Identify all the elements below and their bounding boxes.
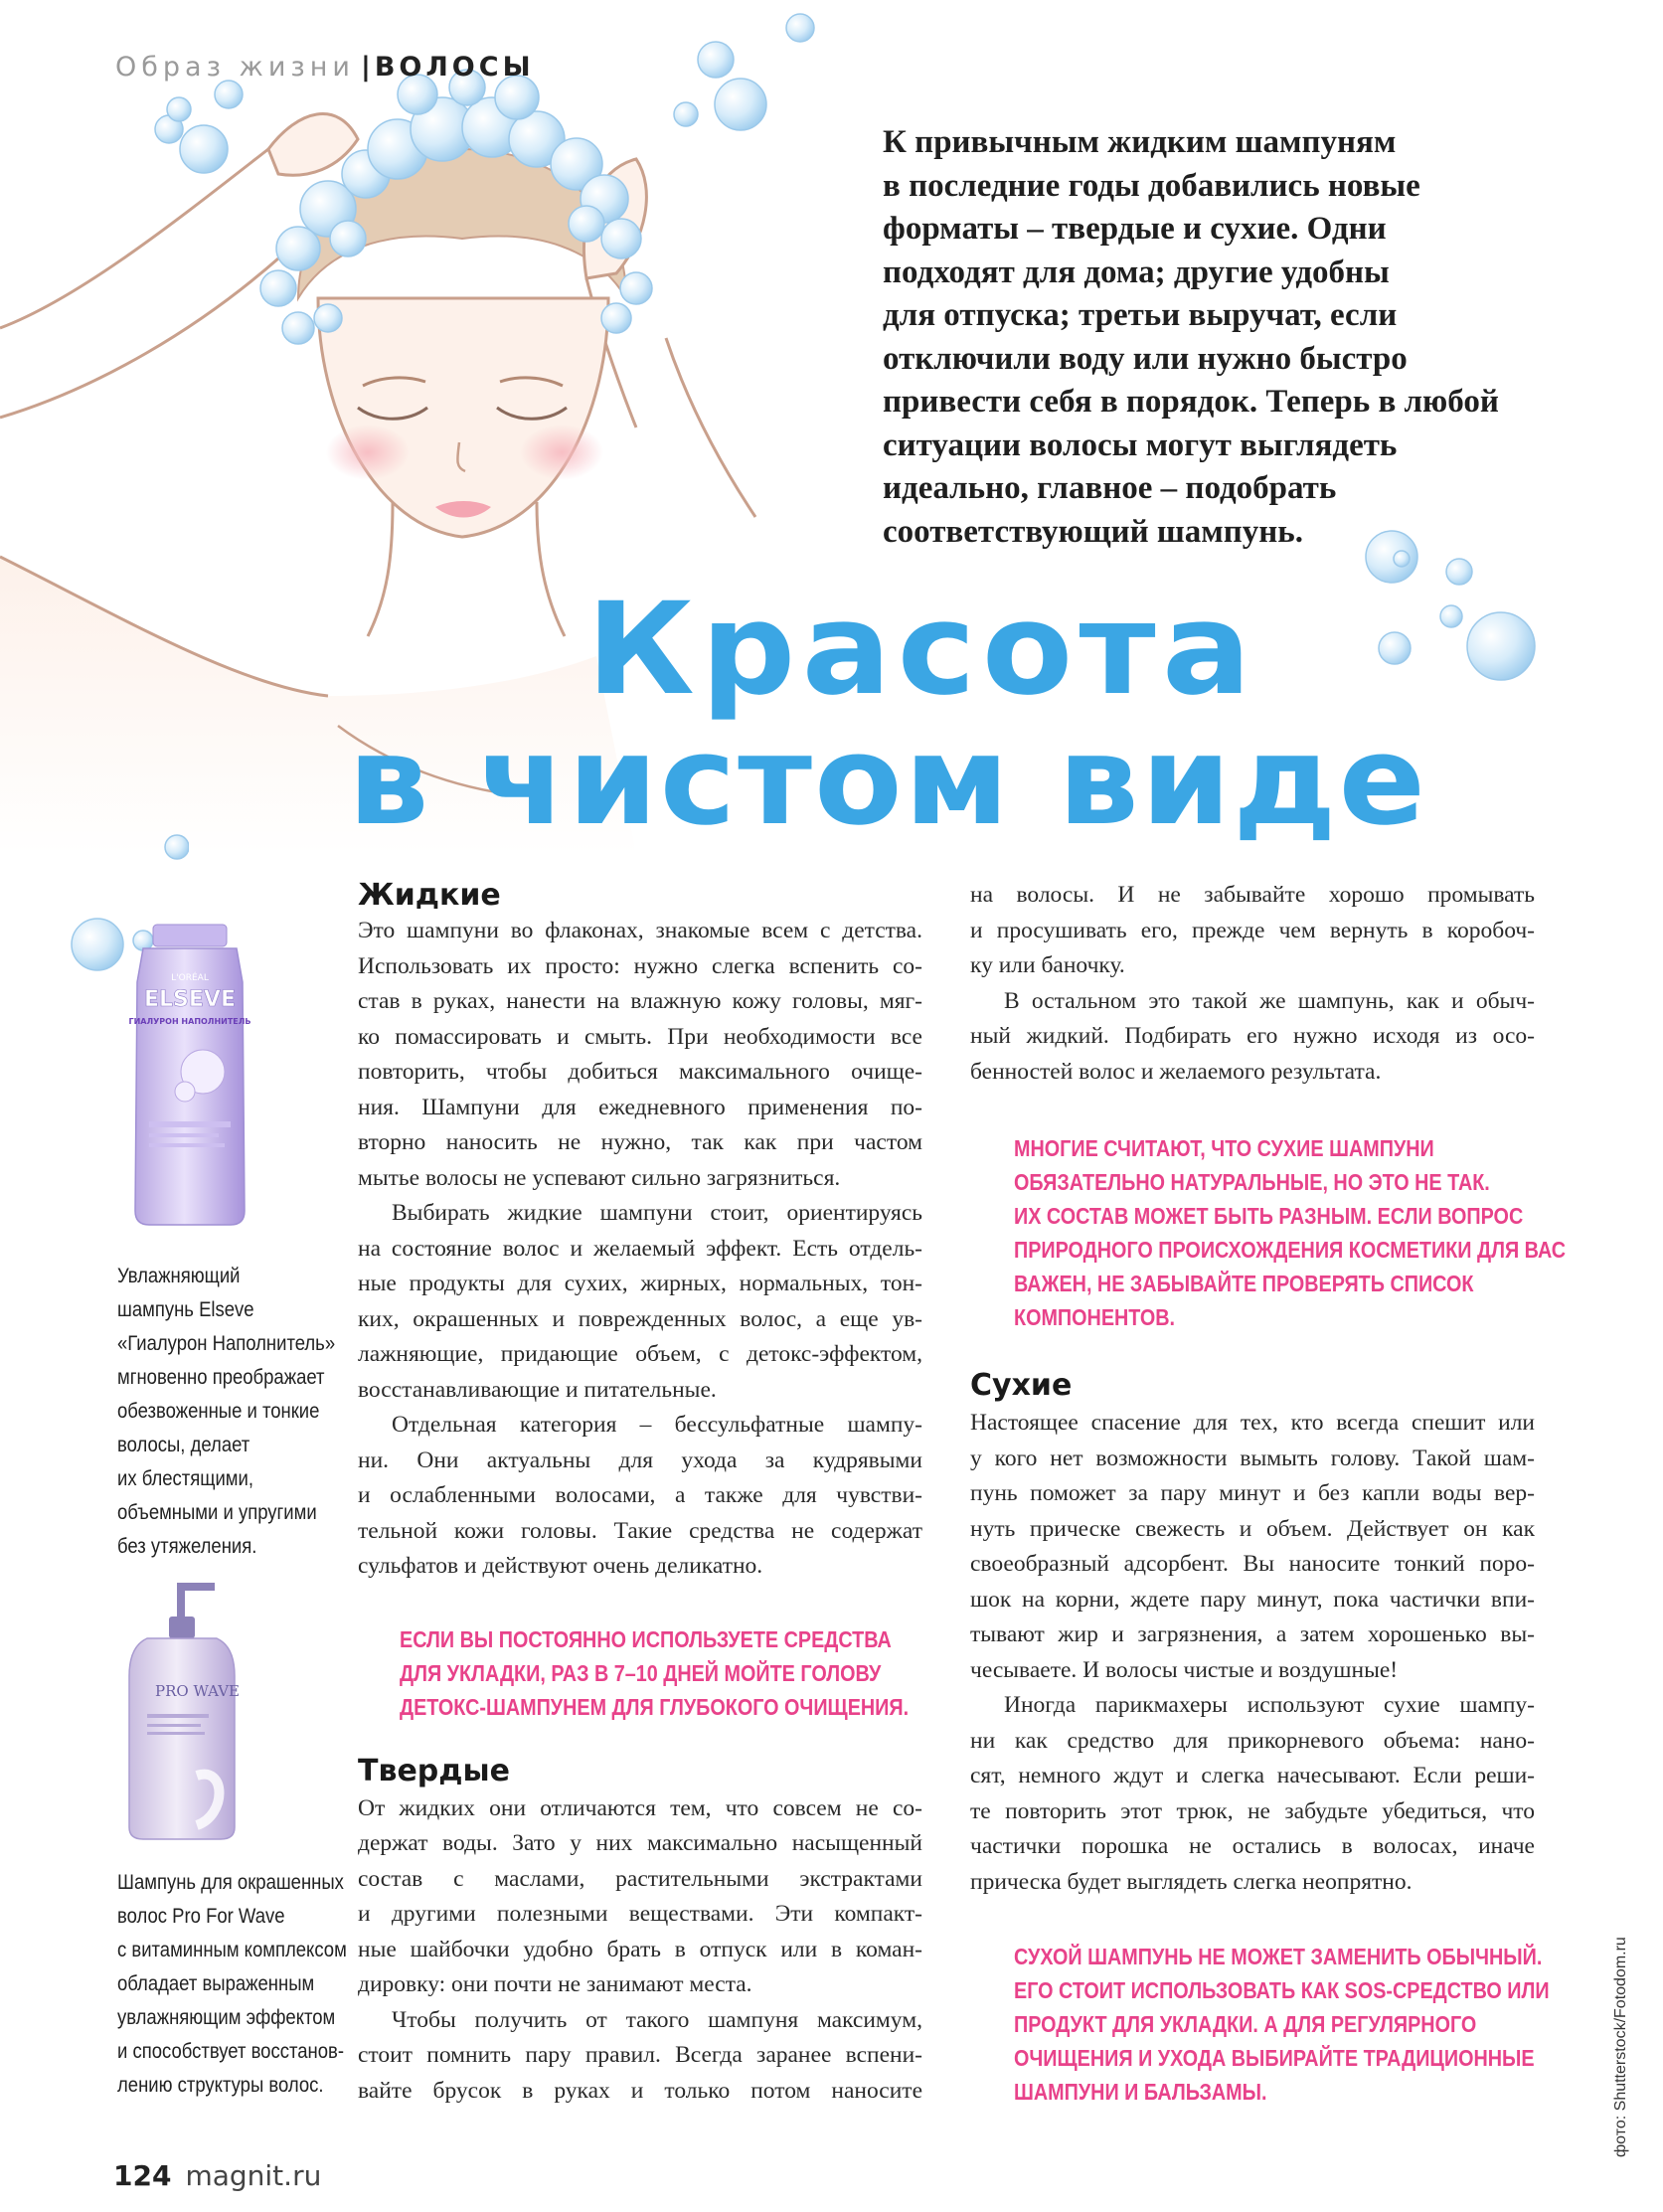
lead-line: ситуации волосы могут выглядеть bbox=[883, 426, 1398, 463]
lead-line: форматы – твердые и сухие. Одни bbox=[883, 211, 1387, 247]
paragraph: Иногда парикмахеры используют сухие шампу- ни как средство для прикорневого объема: нано- сят, немного ждут и слегка начесывают. Если реши- те повторить этот трюк, не забудьте убедиться, что частички порошка не остались в волосах, иначе прическа будет выглядеть слегка неопрятно. bbox=[970, 1692, 1535, 1895]
header-separator: | bbox=[360, 52, 371, 83]
tip-solid: МНОГИЕ СЧИТАЮТ, ЧТО СУХИЕ ШАМПУНИ ОБЯЗАТЕЛЬНО НАТУРАЛЬНЫЕ, НО ЭТО НЕ ТАК. ИХ СОСТАВ МОЖЕТ БЫТЬ РАЗНЫМ. ЕСЛИ ВОПРОС ПРИРОДНОГО ПРОИСХОЖДЕНИЯ КОСМЕТИКИ ДЛЯ ВАС ВАЖЕН, НЕ ЗАБЫВАЙТЕ ПРОВЕРЯТЬ СПИСОК КОМПОНЕНТОВ. bbox=[1014, 1135, 1567, 1330]
heading-dry: Сухие bbox=[970, 1368, 1073, 1403]
lead-line: соответствующий шампунь. bbox=[883, 513, 1303, 550]
page-footer bbox=[113, 2159, 321, 2192]
paragraph: Отдельная категория – бессульфатные шампу- ни. Они актуальны для ухода за кудрявыми и ослабленными волосами, а также для чувстви- тельной кожи головы. Такие средства не содержат сульфатов и действуют очень деликатно. bbox=[358, 1412, 922, 1579]
column-left bbox=[358, 878, 922, 2109]
bottle-line: ГИАЛУРОН НАПОЛНИТЕЛЬ bbox=[128, 1017, 251, 1026]
heading-solid: Твердые bbox=[358, 1753, 510, 1788]
paragraph: В остальном это такой же шампунь, как и обыч- ный жидкий. Подбирать его нужно исходя из осо- бенностей волос и желаемого результата. bbox=[970, 987, 1535, 1085]
paragraph: Чтобы получить от такого шампуня максимум, стоит помнить пару правил. Всегда заранее вспени- вайте брусок в руках и только потом наносите bbox=[358, 2006, 922, 2104]
title-line-2: в чистом виде bbox=[348, 710, 1428, 853]
tip-dry: СУХОЙ ШАМПУНЬ НЕ МОЖЕТ ЗАМЕНИТЬ ОБЫЧНЫЙ. ЕГО СТОИТ ИСПОЛЬЗОВАТЬ КАК SOS-СРЕДСТВО ИЛИ ПРОДУКТ ДЛЯ УКЛАДКИ. А ДЛЯ РЕГУЛЯРНОГО ОЧИЩЕНИЯ И УХОДА ВЫБИРАЙТЕ ТРАДИЦИОННЫЕ ШАМПУНИ И БАЛЬЗАМЫ. bbox=[1014, 1944, 1550, 2105]
paragraph: Это шампуни во флаконах, знакомые всем с детства. Использовать их просто: нужно слегка вспенить со- став в руках, нанести на влажную кожу головы, мяг- ко помассировать и смыть. При необходимости все повторить, чтобы добиться максимального очище- ния. Шампуни для ежедневного применения по- вторно наносить не нужно, так как при частом мытье волосы не успевают сильно загрязниться. bbox=[358, 918, 922, 1191]
proforwave-shampoo-bottle-image bbox=[117, 1577, 247, 1845]
page-number: 124 bbox=[113, 2159, 172, 2192]
elseve-shampoo-bottle-image bbox=[125, 923, 254, 1231]
caption-proforwave: Шампунь для окрашенных волос Pro For Wave с витаминным комплексом обладает выраженным увлажняющим эффектом и способствует восстанов- лению структуры волос. bbox=[117, 1870, 347, 2097]
lead-line: в последние годы добавились новые bbox=[883, 167, 1420, 204]
section-header bbox=[115, 52, 535, 83]
paragraph: на волосы. И не забывайте хорошо промывать и просушивать его, прежде чем вернуть в коробоч- ку или баночку. bbox=[970, 882, 1535, 978]
column-right bbox=[970, 878, 1567, 2109]
caption-elseve: Увлажняющий шампунь Elseve «Гиалурон Наполнитель» мгновенно преображает обезвоженные и тонкие волосы, делает их блестящими, объемными и упругими без утяжеления. bbox=[117, 1264, 336, 1558]
lead-line: отключили воду или нужно быстро bbox=[883, 340, 1408, 377]
lead-line: для отпуска; третьи выручат, если bbox=[883, 297, 1398, 333]
lead-line: подходят для дома; другие удобны bbox=[883, 254, 1390, 290]
paragraph: Настоящее спасение для тех, кто всегда спешит или у кого нет возможности вымыть голову. Такой шам- пунь поможет за пару минут и без капли воды вер- нуть прическе свежесть и объем. Действует он как своеобразный адсорбент. Вы наносите тонкий порo- шок на корни, ждете пару минут, пока частички впи- тывают жир и загрязнения, а затем хорошенько вы- чесываете. И волосы чистые и воздушные! bbox=[970, 1410, 1535, 1683]
paragraph: От жидких они отличаются тем, что совсем не со- держат воды. Зато у них максимально насыщенный состав с маслами, растительными экстрактами и другими полезными веществами. Эти компакт- ные шайбочки удобно брать в отпуск или в коман- дировку: они почти не занимают места. bbox=[358, 1794, 922, 1997]
bottle-brand-small: L'ORÉAL bbox=[171, 973, 209, 983]
lead-line: К привычным жидким шампуням bbox=[883, 124, 1397, 160]
section-label: Образ жизни bbox=[115, 52, 355, 83]
lead-line: привести себя в порядок. Теперь в любой bbox=[883, 384, 1499, 420]
heading-liquid: Жидкие bbox=[358, 878, 501, 913]
paragraph: Выбирать жидкие шампуни стоит, ориентируясь на состояние волос и желаемый эффект. Есть отдель- ные продукты для сухих, жирных, нормальных, тон- ких, окрашенных и поврежденных волос, а еще ув- лажняющие, придающие объем, с детокс-эффектом, восстанавливающие и питательные. bbox=[358, 1200, 922, 1403]
lead-line: идеально, главное – подобрать bbox=[883, 470, 1337, 506]
bottle-brand: ELSEVE bbox=[144, 987, 236, 1012]
photo-credit: фото: Shutterstock/Fotodom.ru bbox=[1612, 1937, 1629, 2157]
site-link[interactable]: magnit.ru bbox=[185, 2159, 322, 2192]
title-line-1: Красота bbox=[586, 576, 1257, 724]
lead-paragraph bbox=[883, 121, 1569, 554]
section-topic: ВОЛОСЫ bbox=[374, 52, 535, 83]
article-title bbox=[348, 576, 1660, 853]
tip-liquid: ЕСЛИ ВЫ ПОСТОЯННО ИСПОЛЬЗУЕТЕ СРЕДСТВА ДЛЯ УКЛАДКИ, РАЗ В 7–10 ДНЕЙ МОЙТЕ ГОЛОВУ ДЕТОКС-ШАМПУНЕМ ДЛЯ ГЛУБОКОГО ОЧИЩЕНИЯ. bbox=[400, 1625, 910, 1720]
bottle-brand: PRO WAVE bbox=[155, 1682, 240, 1700]
